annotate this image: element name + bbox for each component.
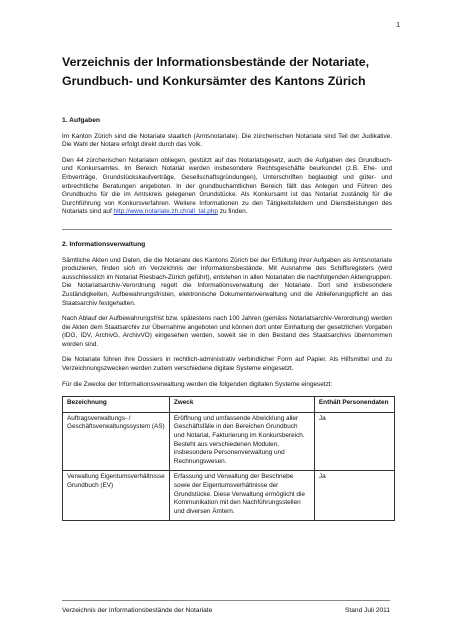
footer-title: Verzeichnis der Informationsbestände der Notariate (62, 607, 213, 614)
table-cell: Verwaltung Eigentumsverhältnisse Grundbuch (EV) (63, 471, 170, 521)
table-row (63, 471, 395, 521)
section-divider (62, 229, 392, 230)
table-cell: Ja (314, 471, 394, 521)
document-body (62, 117, 392, 521)
paragraph: Im Kanton Zürich sind die Notariate staatlich (Amtsnotariate). Die zürcherischen Notariate sind Teil der Judikative. Die Wahl der Notare erfolgt direkt durch das Volk. (62, 132, 392, 149)
systems-table (62, 396, 395, 521)
section-heading-informationsverwaltung: 2. Informationsverwaltung (62, 240, 146, 248)
paragraph (62, 157, 392, 217)
column-header: Bezeichnung (63, 397, 170, 413)
column-header: Zweck (169, 397, 314, 413)
paragraph: Die Notariate führen ihre Dossiers in rechtlich-administrativ verbindlicher Form auf Papier. Als Hilfsmittel und zu Verzeichnungszwecken werden zudem verschiedene digitale Systeme eingesetzt. (62, 356, 392, 373)
paragraph: Nach Ablauf der Aufbewahrungsfrist bzw. spätestens nach 100 Jahren (gemäss Notariatsarchiv-Verordnung) werden die Akten dem Staatsarchiv zur Übernahme angeboten und können dort unter Einhaltung der gesetzlichen Vorgaben (IDG, IDV, ArchivG, ArchivVO) eingesehen werden, soweit sie in den Bestand des Staatsarchivs übernommen worden sind. (62, 315, 392, 348)
notariate-link[interactable]: http://www.notariate.zh.ch/all_tat.php (113, 208, 218, 216)
table-row (63, 412, 395, 471)
table-header-row (63, 397, 395, 413)
section-heading-aufgaben: 1. Aufgaben (62, 117, 101, 124)
column-header: Enthält Personendaten (314, 397, 394, 413)
page-number: 1 (396, 22, 400, 29)
page-footer (62, 607, 390, 614)
table-cell: Ja (314, 412, 394, 471)
paragraph-suffix: zu finden. (217, 208, 248, 216)
document-title: Verzeichnis der Informationsbestände der Notariate, Grundbuch- und Konkursämter des Kantons Zürich (62, 55, 370, 88)
paragraph: Für die Zwecke der Informationsverwaltung werden die folgenden digitalen Systeme eingesetzt: (62, 380, 333, 388)
footer-date: Stand Juli 2011 (345, 607, 390, 614)
table-cell: Erfassung und Verwaltung der Beschriebe sowie der Eigentumsverhältnisse der Grundstücke. Diese Verwaltung ermöglicht die Kommunikation mit den Nachführungsstellen und diversen Ämtern. (169, 471, 314, 521)
paragraph-text: Den 44 zürcherischen Notariaten obliegen, gestützt auf das Notariatsgesetz, auch die Aufgaben des Grundbuch- und Konkursamtes. Im Bereich Notariat werden insbesondere Rechtsgeschäfte beurkundet (z.B. Ehe- und Erbverträge, Grundstückskaufverträge, Gesellschaftsgründungen), Unterschriften beglaubigt und güter- und erbrechtliche Beratungen angeboten. In der grundbuchamtlichen Bereich fällt das Anlegen und Führen des Grundbuchs für die im Amtskreis gelegenen Grundstücke. Als Konkursamt ist das Notariat zuständig für die Durchführung von Konkursverfahren. Weitere Informationen zu den Tätigkeitsfeldern und Dienstleistungen des Notariats sind auf (62, 156, 392, 216)
footer-divider (62, 600, 390, 601)
table-cell: Eröffnung und umfassende Abwicklung aller Geschäftsfälle in den Bereichen Grundbuch und Notariat, Fakturierung im Konkursbereich. Besteht aus verschiedenen Modulen, insbesondere Personenverwaltung und Rechnungswesen. (169, 412, 314, 471)
paragraph: Sämtliche Akten und Daten, die die Notariate des Kantons Zürich bei der Erfüllung ihrer Aufgaben als Amtsnotariate produzieren, finden sich im Verzeichnis der Informationsbestände. Mit Ausnahme des Schiffsregisters (wird ausschliesslich im Notariat Riesbach-Zürich geführt), entstehen in allen Notariaten die nachfolgenden Aktengruppen. Die Notariatsarchiv-Verordnung regelt die Informationsverwaltung der Notariate. Dort sind insbesondere Zuständigkeiten, Aufbewahrungsfristen, elektronische Dokumentenverwaltung und die Ablieferungspflicht an das Staatsarchiv festgehalten. (62, 256, 392, 307)
table-cell: Auftragsverwaltungs- / Geschäftsverwaltungssystem (AS) (63, 412, 170, 471)
